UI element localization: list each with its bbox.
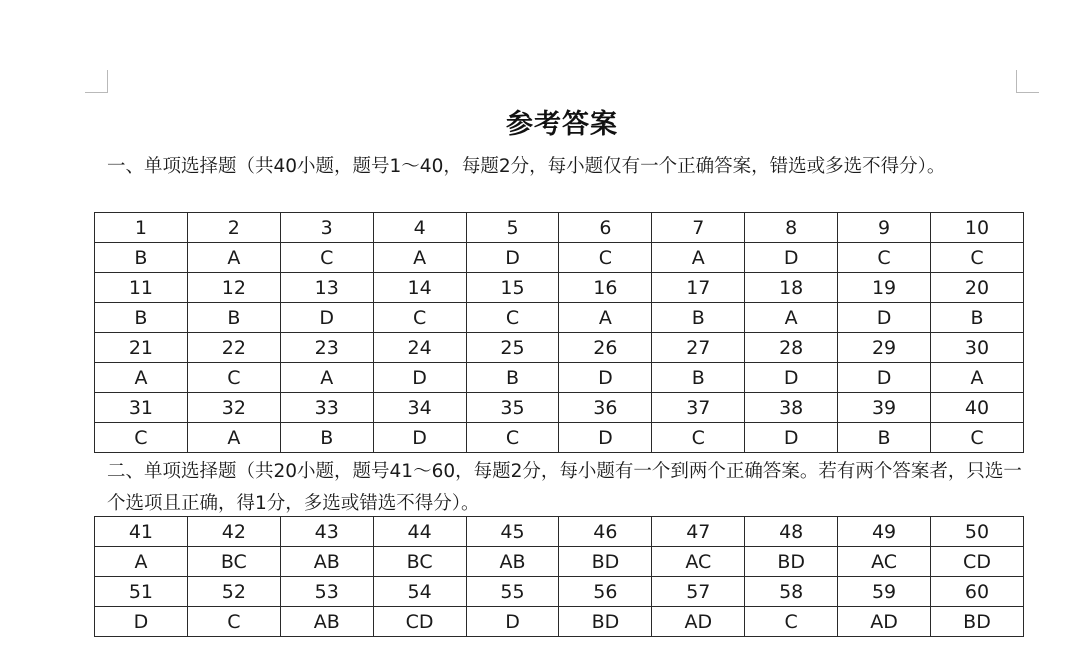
question-number-row xyxy=(95,577,1024,607)
answer-cell: B xyxy=(652,363,745,393)
question-number-cell: 26 xyxy=(559,333,652,363)
section2-heading: 二、单项选择题（共20小题，题号41～60，每题2分，每小题有一个到两个正确答案。若有两个答案者，只选一个选项且正确，得1分，多选或错选不得分）。 xyxy=(107,461,1022,514)
answer-cell: AD xyxy=(652,607,745,637)
question-number-cell: 44 xyxy=(373,517,466,547)
question-number-row xyxy=(95,213,1024,243)
question-number-row xyxy=(95,333,1024,363)
answer-row xyxy=(95,607,1024,637)
answer-cell: AB xyxy=(280,607,373,637)
answer-cell: AC xyxy=(652,547,745,577)
question-number-cell: 51 xyxy=(95,577,188,607)
answer-cell: C xyxy=(745,607,838,637)
question-number-row xyxy=(95,273,1024,303)
question-number-cell: 22 xyxy=(187,333,280,363)
answer-row xyxy=(95,547,1024,577)
answer-cell: BD xyxy=(559,607,652,637)
answer-cell: D xyxy=(466,607,559,637)
question-number-cell: 13 xyxy=(280,273,373,303)
answer-cell: CD xyxy=(931,547,1024,577)
answer-cell: C xyxy=(187,363,280,393)
answer-cell: A xyxy=(95,547,188,577)
question-number-cell: 30 xyxy=(931,333,1024,363)
question-number-cell: 56 xyxy=(559,577,652,607)
answer-cell: D xyxy=(838,363,931,393)
answer-cell: C xyxy=(280,243,373,273)
question-number-cell: 19 xyxy=(838,273,931,303)
page-corner-mark-top-right xyxy=(1016,70,1039,93)
answer-row xyxy=(95,243,1024,273)
answer-cell: B xyxy=(466,363,559,393)
answer-cell: C xyxy=(187,607,280,637)
answer-cell: BD xyxy=(559,547,652,577)
answer-cell: D xyxy=(559,363,652,393)
question-number-cell: 36 xyxy=(559,393,652,423)
question-number-cell: 43 xyxy=(280,517,373,547)
answer-cell: B xyxy=(838,423,931,453)
question-number-cell: 48 xyxy=(745,517,838,547)
question-number-cell: 49 xyxy=(838,517,931,547)
answer-cell: D xyxy=(373,363,466,393)
question-number-cell: 29 xyxy=(838,333,931,363)
answer-cell: A xyxy=(95,363,188,393)
answer-cell: B xyxy=(280,423,373,453)
answer-cell: BD xyxy=(931,607,1024,637)
question-number-cell: 2 xyxy=(187,213,280,243)
question-number-cell: 60 xyxy=(931,577,1024,607)
question-number-cell: 31 xyxy=(95,393,188,423)
question-number-cell: 9 xyxy=(838,213,931,243)
question-number-cell: 7 xyxy=(652,213,745,243)
answer-cell: BC xyxy=(187,547,280,577)
question-number-cell: 21 xyxy=(95,333,188,363)
answer-cell: A xyxy=(559,303,652,333)
answer-cell: C xyxy=(373,303,466,333)
question-number-cell: 37 xyxy=(652,393,745,423)
question-number-cell: 32 xyxy=(187,393,280,423)
section2-answer-table xyxy=(94,516,1024,637)
answer-cell: B xyxy=(95,243,188,273)
answer-cell: BC xyxy=(373,547,466,577)
question-number-cell: 35 xyxy=(466,393,559,423)
question-number-cell: 15 xyxy=(466,273,559,303)
question-number-cell: 16 xyxy=(559,273,652,303)
question-number-row xyxy=(95,517,1024,547)
question-number-cell: 57 xyxy=(652,577,745,607)
answer-cell: C xyxy=(652,423,745,453)
question-number-cell: 33 xyxy=(280,393,373,423)
question-number-cell: 50 xyxy=(931,517,1024,547)
question-number-cell: 59 xyxy=(838,577,931,607)
answer-cell: AB xyxy=(466,547,559,577)
section1-table-body xyxy=(95,213,1024,453)
answer-cell: B xyxy=(931,303,1024,333)
question-number-cell: 25 xyxy=(466,333,559,363)
question-number-cell: 10 xyxy=(931,213,1024,243)
answer-cell: B xyxy=(652,303,745,333)
question-number-cell: 47 xyxy=(652,517,745,547)
question-number-cell: 17 xyxy=(652,273,745,303)
answer-cell: C xyxy=(931,243,1024,273)
answer-cell: A xyxy=(745,303,838,333)
answer-cell: D xyxy=(466,243,559,273)
answer-cell: AD xyxy=(838,607,931,637)
answer-cell: A xyxy=(652,243,745,273)
question-number-cell: 28 xyxy=(745,333,838,363)
question-number-cell: 5 xyxy=(466,213,559,243)
answer-cell: C xyxy=(95,423,188,453)
answer-row xyxy=(95,303,1024,333)
answer-cell: C xyxy=(931,423,1024,453)
answer-cell: C xyxy=(838,243,931,273)
answer-cell: D xyxy=(373,423,466,453)
answer-row xyxy=(95,423,1024,453)
question-number-cell: 24 xyxy=(373,333,466,363)
answer-cell: C xyxy=(466,303,559,333)
question-number-cell: 52 xyxy=(187,577,280,607)
question-number-cell: 1 xyxy=(95,213,188,243)
question-number-cell: 53 xyxy=(280,577,373,607)
question-number-cell: 34 xyxy=(373,393,466,423)
answer-cell: D xyxy=(745,363,838,393)
page-corner-mark-top-left xyxy=(85,70,108,93)
question-number-cell: 46 xyxy=(559,517,652,547)
question-number-cell: 8 xyxy=(745,213,838,243)
question-number-cell: 11 xyxy=(95,273,188,303)
section1-heading: 一、单项选择题（共40小题，题号1～40，每题2分，每小题仅有一个正确答案，错选或多选不得分）。 xyxy=(107,156,946,177)
answer-cell: A xyxy=(280,363,373,393)
question-number-cell: 45 xyxy=(466,517,559,547)
answer-cell: D xyxy=(559,423,652,453)
answer-cell: AB xyxy=(280,547,373,577)
answer-cell: D xyxy=(745,243,838,273)
question-number-cell: 39 xyxy=(838,393,931,423)
question-number-cell: 12 xyxy=(187,273,280,303)
question-number-cell: 20 xyxy=(931,273,1024,303)
answer-cell: B xyxy=(187,303,280,333)
answer-cell: B xyxy=(95,303,188,333)
question-number-cell: 4 xyxy=(373,213,466,243)
page-title: 参考答案 xyxy=(506,109,618,140)
answer-cell: BD xyxy=(745,547,838,577)
answer-row xyxy=(95,363,1024,393)
answer-cell: A xyxy=(187,243,280,273)
question-number-cell: 38 xyxy=(745,393,838,423)
question-number-cell: 41 xyxy=(95,517,188,547)
answer-cell: A xyxy=(931,363,1024,393)
question-number-cell: 27 xyxy=(652,333,745,363)
question-number-cell: 18 xyxy=(745,273,838,303)
answer-cell: D xyxy=(280,303,373,333)
question-number-cell: 54 xyxy=(373,577,466,607)
question-number-cell: 6 xyxy=(559,213,652,243)
question-number-cell: 14 xyxy=(373,273,466,303)
answer-cell: AC xyxy=(838,547,931,577)
section1-answer-table xyxy=(94,212,1024,453)
question-number-cell: 23 xyxy=(280,333,373,363)
answer-cell: A xyxy=(373,243,466,273)
question-number-cell: 55 xyxy=(466,577,559,607)
question-number-cell: 42 xyxy=(187,517,280,547)
answer-cell: A xyxy=(187,423,280,453)
answer-cell: CD xyxy=(373,607,466,637)
answer-cell: D xyxy=(95,607,188,637)
question-number-cell: 40 xyxy=(931,393,1024,423)
answer-cell: D xyxy=(745,423,838,453)
answer-cell: C xyxy=(559,243,652,273)
answer-cell: D xyxy=(838,303,931,333)
section2-table-body xyxy=(95,517,1024,637)
question-number-cell: 3 xyxy=(280,213,373,243)
question-number-row xyxy=(95,393,1024,423)
answer-cell: C xyxy=(466,423,559,453)
question-number-cell: 58 xyxy=(745,577,838,607)
